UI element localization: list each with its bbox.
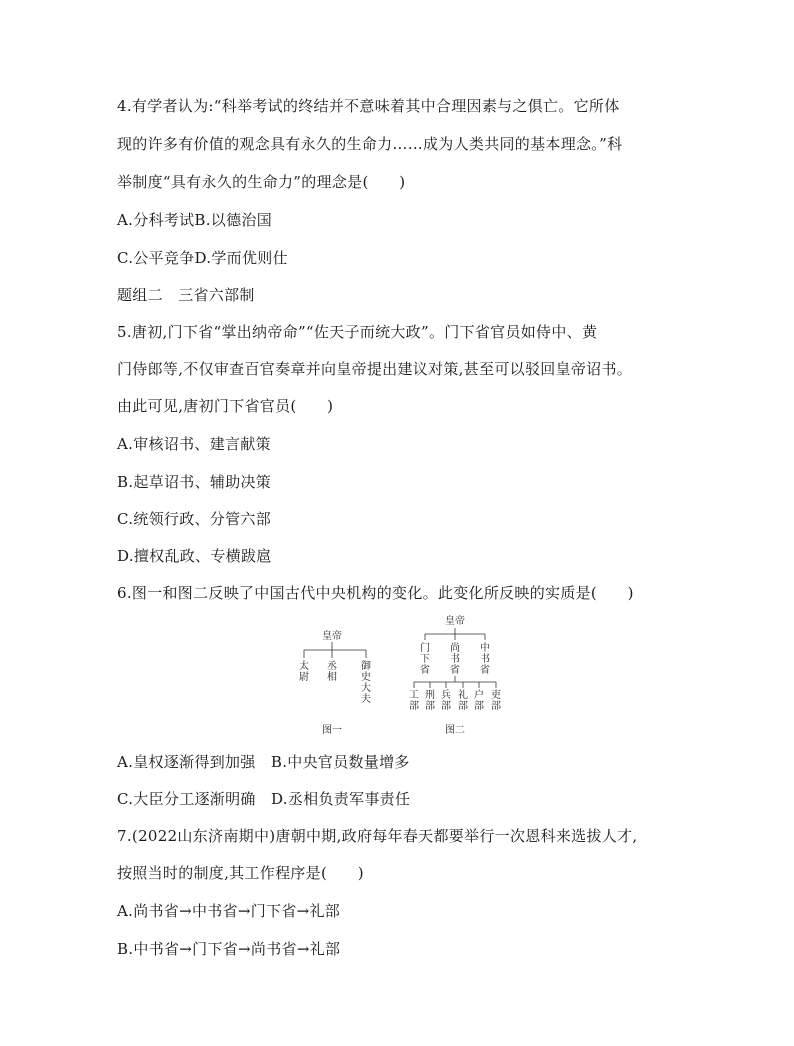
q4-option-cd: C.公平竞争D.学而优则仕: [117, 249, 288, 267]
figure-two-ministry: 礼部: [458, 690, 468, 712]
figure-two-branch: 尚书省: [450, 643, 460, 676]
q5-option-d: D.擅权乱政、专横跋扈: [117, 547, 272, 565]
q7-line-2: 按照当时的制度,其工作程序是( ): [117, 864, 364, 882]
figure-one: [299, 629, 371, 736]
q7-option-a: A.尚书省→中书省→门下省→礼部: [117, 902, 341, 920]
q5-line-2: 门侍郎等,不仅审查百官奏章并向皇帝提出建议对策,甚至可以驳回皇帝诏书。: [117, 360, 633, 378]
figure-one-root: 皇帝: [322, 631, 342, 642]
figure-one-branch: 丞相: [327, 661, 337, 683]
q7-option-b: B.中书省→门下省→尚书省→礼部: [117, 940, 341, 958]
figure-two-root: 皇帝: [445, 616, 465, 627]
q4-line-2: 现的许多有价值的观念具有永久的生命力……成为人类共同的基本理念。”科: [117, 135, 623, 153]
q4-line-1: 4.有学者认为:“科举考试的终结并不意味着其中合理因素与之俱亡。它所体: [117, 97, 620, 115]
q4-option-ab: A.分科考试B.以德治国: [117, 211, 272, 229]
figure-two-ministry: 吏部: [491, 690, 501, 712]
q6-line-1: 6.图一和图二反映了中国古代中央机构的变化。此变化所反映的实质是( ): [117, 584, 634, 602]
figure-two-ministry: 工部: [409, 690, 419, 712]
figure-one-branch: 太尉: [299, 661, 309, 683]
q5-line-1: 5.唐初,门下省“掌出纳帝命”“佐天子而统大政”。门下省官员如侍中、黄: [117, 323, 598, 341]
figure-two-ministry: 兵部: [441, 690, 451, 712]
q4-line-3: 举制度“具有永久的生命力”的理念是( ): [117, 173, 406, 191]
figure-one-caption: 图一: [322, 725, 342, 736]
figure-two-branch: 中书省: [480, 643, 490, 676]
q5-option-a: A.审核诏书、建言献策: [117, 435, 271, 453]
figure-one-lines: [304, 642, 366, 658]
q5-option-b: B.起草诏书、辅助决策: [117, 473, 272, 491]
section-title: 题组二 三省六部制: [117, 286, 255, 304]
figure-two-branch: 门下省: [420, 643, 430, 676]
figure-one-branch: 御史大夫: [361, 661, 371, 705]
q6-option-ab: A.皇权逐渐得到加强 B.中央官员数量增多: [117, 753, 410, 771]
q5-line-3: 由此可见,唐初门下省官员( ): [117, 397, 334, 415]
q6-option-cd: C.大臣分工逐渐明确 D.丞相负责军事责任: [117, 790, 411, 808]
figure-two-ministry: 刑部: [425, 690, 435, 712]
q7-line-1: 7.(2022山东济南期中)唐朝中期,政府每年春天都要举行一次恩科来选拔人才,: [117, 827, 638, 845]
q5-option-c: C.统领行政、分管六部: [117, 510, 272, 528]
central-government-diagrams: [280, 612, 520, 738]
figure-two-caption: 图二: [445, 725, 465, 736]
figure-two-ministry: 户部: [474, 690, 484, 712]
